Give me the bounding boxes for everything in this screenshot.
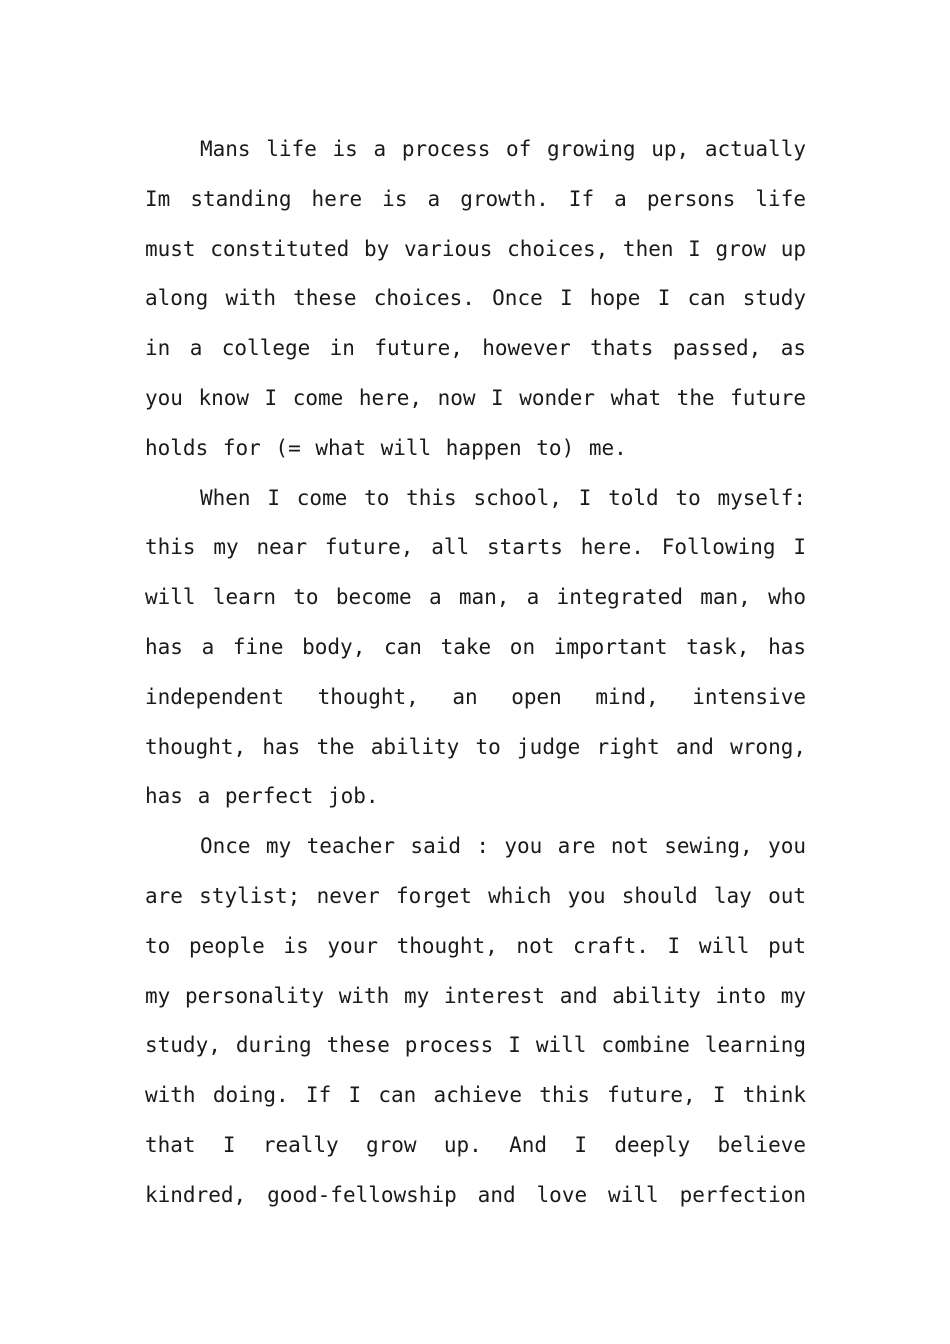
paragraph-1: Mans life is a process of growing up, actually Im standing here is a growth. If a persons life must constituted by various choices, then I grow up along with these choices. Once I hope I can study in a college in future, however thats passed, as you know I come here, now I wonder what the future holds for (= what will happen to) me.	[145, 137, 806, 460]
paragraph-3: Once my teacher said : you are not sewing, you are stylist; never forget which you should lay out to people is your thought, not craft. I will put my personality with my interest and ability into my study, during these process I will combine learning with doing. If I can achieve this future, I think that I really grow up. And I deeply believe kindred, good-fellowship and love will perfection	[145, 834, 806, 1207]
paragraph-2: When I come to this school, I told to myself: this my near future, all starts here. Following I will learn to become a man, a integrated man, who has a fine body, can take on important task, has independent thought, an open mind, intensive thought, has the ability to judge right and wrong, has a perfect job.	[145, 485, 806, 809]
document-body	[145, 125, 806, 1221]
